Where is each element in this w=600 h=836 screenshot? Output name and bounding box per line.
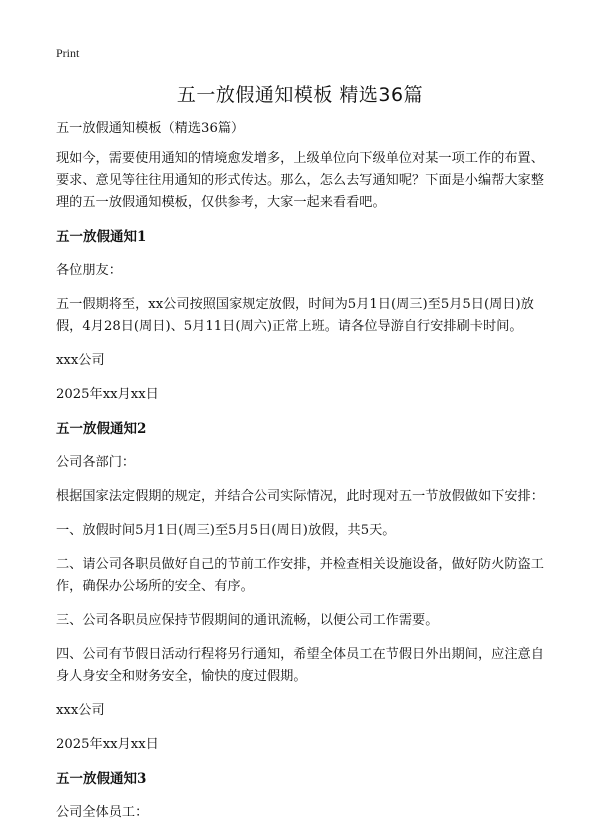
intro-paragraph: 现如今，需要使用通知的情境愈发增多，上级单位向下级单位对某一项工作的布置、要求、意见等往往用通知的形式传达。那么，怎么去写通知呢？下面是小编帮大家整理的五一放假通知模板，仅供参考，大家一起来看看吧。	[56, 151, 544, 210]
document-subtitle: 五一放假通知模板（精选36篇）	[56, 121, 245, 136]
salutation-3: 公司全体员工：	[56, 805, 149, 820]
notice-intro-2: 根据国家法定假期的规定，并结合公司实际情况，此时现对五一节放假做如下安排：	[56, 489, 544, 504]
section-heading-2: 五一放假通知2	[56, 421, 147, 437]
section-heading-3: 五一放假通知3	[56, 771, 147, 787]
notice-item: 四、公司有节假日活动行程将另行通知，希望全体员工在节假日外出期间，应注意自身人身安全和财务安全，愉快的度过假期。	[56, 647, 544, 684]
signature-1: xxx公司	[56, 353, 105, 368]
notice-body-1: 五一假期将至，xx公司按照国家规定放假，时间为5月1日(周三)至5月5日(周日)放假，4月28日(周日)、5月11日(周六)正常上班。请各位导游自行安排刷卡时间。	[56, 297, 534, 334]
section-heading-1: 五一放假通知1	[56, 229, 147, 245]
notice-item: 一、放假时间5月1日(周三)至5月5日(周日)放假，共5天。	[56, 523, 396, 538]
notice-item: 三、公司各职员应保持节假期间的通讯流畅，以便公司工作需要。	[56, 613, 439, 628]
page-title: 五一放假通知模板 精选36篇	[176, 84, 424, 106]
document-body	[56, 118, 546, 836]
notice-item: 二、请公司各职员做好自己的节前工作安排，并检查相关设施设备，做好防火防盗工作，确保办公场所的安全、有序。	[56, 557, 544, 594]
print-label: Print	[56, 46, 80, 60]
signature-2: xxx公司	[56, 703, 105, 718]
date-1: 2025年xx月xx日	[56, 387, 159, 402]
date-2: 2025年xx月xx日	[56, 737, 159, 752]
salutation-2: 公司各部门：	[56, 455, 136, 470]
salutation-1: 各位朋友：	[56, 263, 122, 278]
